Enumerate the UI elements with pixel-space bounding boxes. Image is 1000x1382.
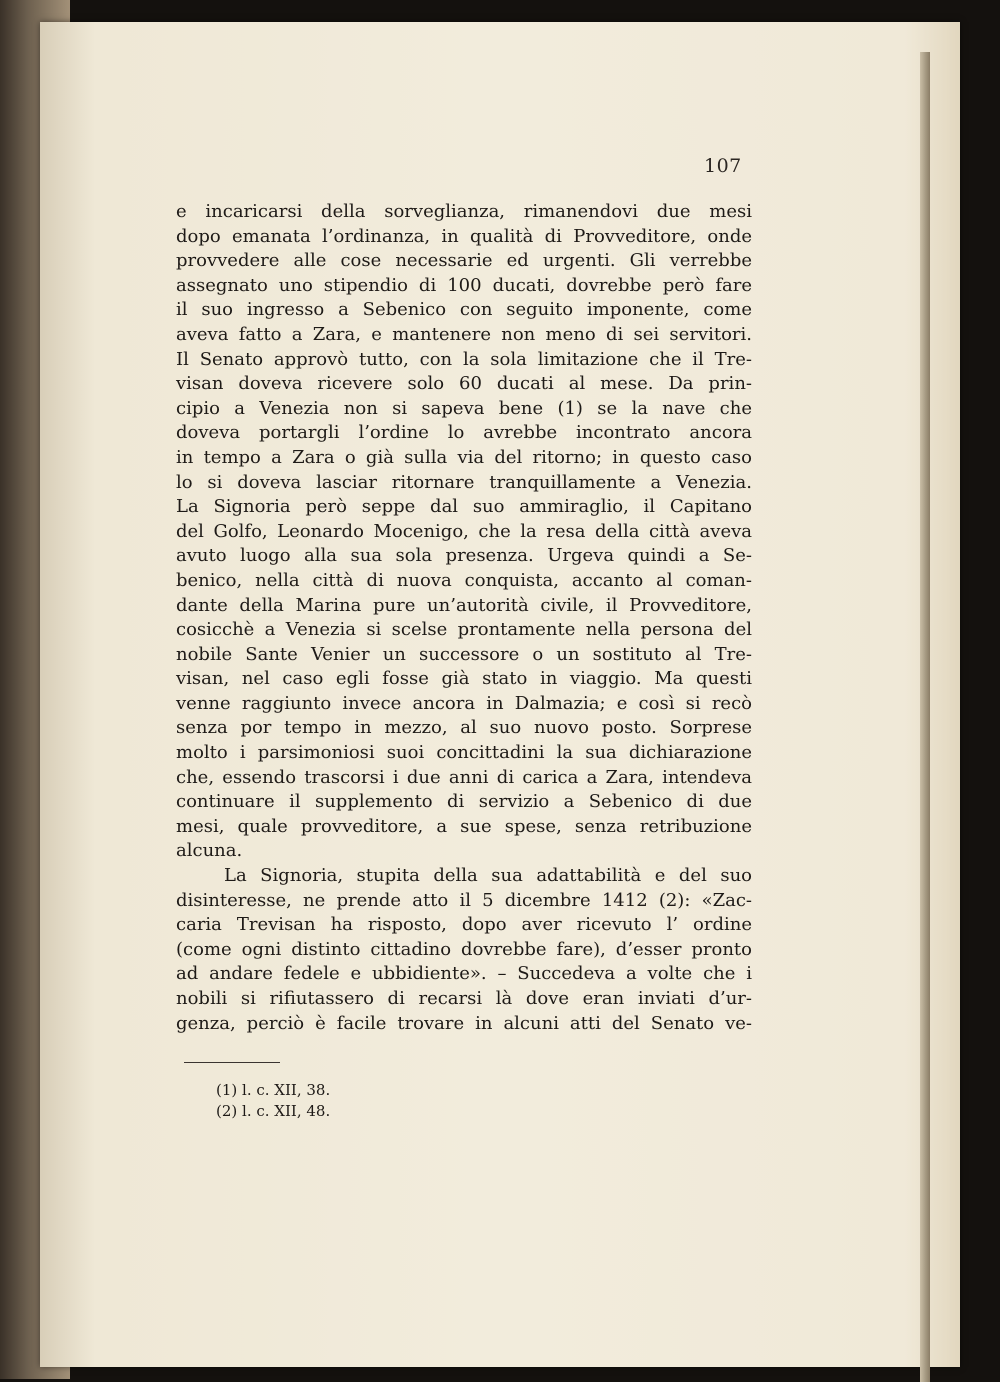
text-line: e incaricarsi della sorveglianza, rimanendovi due mesi [176,201,752,222]
page-number: 107 [704,155,742,177]
text-line: caria Trevisan ha risposto, dopo aver ricevuto l’ ordine [176,914,752,936]
body-text [176,200,752,1036]
text-line: in tempo a Zara o già sulla via del ritorno; in questo caso [176,446,752,468]
text-line: del Golfo, Leonardo Mocenigo, che la resa della città aveva [176,520,752,542]
text-line: doveva portargli l’ordine lo avrebbe incontrato ancora [176,422,752,444]
text-line: venne raggiunto invece ancora in Dalmazia; e così si recò [176,692,752,714]
footnote: (2) l. c. XII, 48. [216,1102,331,1120]
text-line: molto i parsimoniosi suoi concittadini la sua dichiarazione [176,742,752,764]
text-line: dante della Marina pure un’autorità civile, il Provveditore, [176,594,752,616]
text-line: disinteresse, ne prende atto il 5 dicembre 1412 (2): «Zac- [176,889,752,911]
text-line: aveva fatto a Zara, e mantenere non meno di sei servitori. [176,323,752,345]
text-line: La Signoria però seppe dal suo ammiraglio, il Capitano [176,496,752,518]
text-line: provvedere alle cose necessarie ed urgenti. Gli verrebbe [176,250,752,272]
text-line: il suo ingresso a Sebenico con seguito imponente, come [176,299,752,321]
footnotes [216,1080,330,1122]
text-line: continuare il supplemento di servizio a Sebenico di due [176,791,752,813]
text-line: La Signoria, stupita della sua adattabilità e del suo [224,865,752,887]
text-line: benico, nella città di nuova conquista, accanto al coman- [176,569,752,591]
text-line: Il Senato approvò tutto, con la sola limitazione che il Tre- [176,348,752,370]
text-line: avuto luogo alla sua sola presenza. Urgeva quindi a Se- [176,545,752,567]
text-line: visan doveva ricevere solo 60 ducati al mese. Da prin- [176,373,752,395]
footnote: (1) l. c. XII, 38. [216,1081,331,1099]
text-line: alcuna. [176,840,243,862]
text-line: (come ogni distinto cittadino dovrebbe fare), d’esser pronto [176,938,752,960]
footnote-divider [184,1062,280,1063]
text-line: assegnato uno stipendio di 100 ducati, dovrebbe però fare [176,274,752,296]
text-line: dopo emanata l’ordinanza, in qualità di Provveditore, onde [176,225,752,247]
text-line: nobile Sante Venier un successore o un sostituto al Tre- [176,643,752,665]
text-line: cipio a Venezia non si sapeva bene (1) se la nave che [176,397,752,419]
text-line: lo si doveva lasciar ritornare tranquillamente a Venezia. [176,471,752,493]
text-line: visan, nel caso egli fosse già stato in viaggio. Ma questi [176,668,752,690]
text-line: genza, perciò è facile trovare in alcuni atti del Senato ve- [176,1012,752,1034]
page-edge [920,52,930,1382]
text-line: che, essendo trascorsi i due anni di carica a Zara, intendeva [176,766,752,788]
text-line: mesi, quale provveditore, a sue spese, senza retribuzione [176,815,752,837]
text-line: cosicchè a Venezia si scelse prontamente nella persona del [176,619,752,641]
text-line: senza por tempo in mezzo, al suo nuovo posto. Sorprese [176,717,752,739]
text-line: ad andare fedele e ubbidiente». – Succedeva a volte che i [176,963,752,985]
text-line: nobili si rifiutassero di recarsi là dove eran inviati d’ur- [176,988,752,1009]
